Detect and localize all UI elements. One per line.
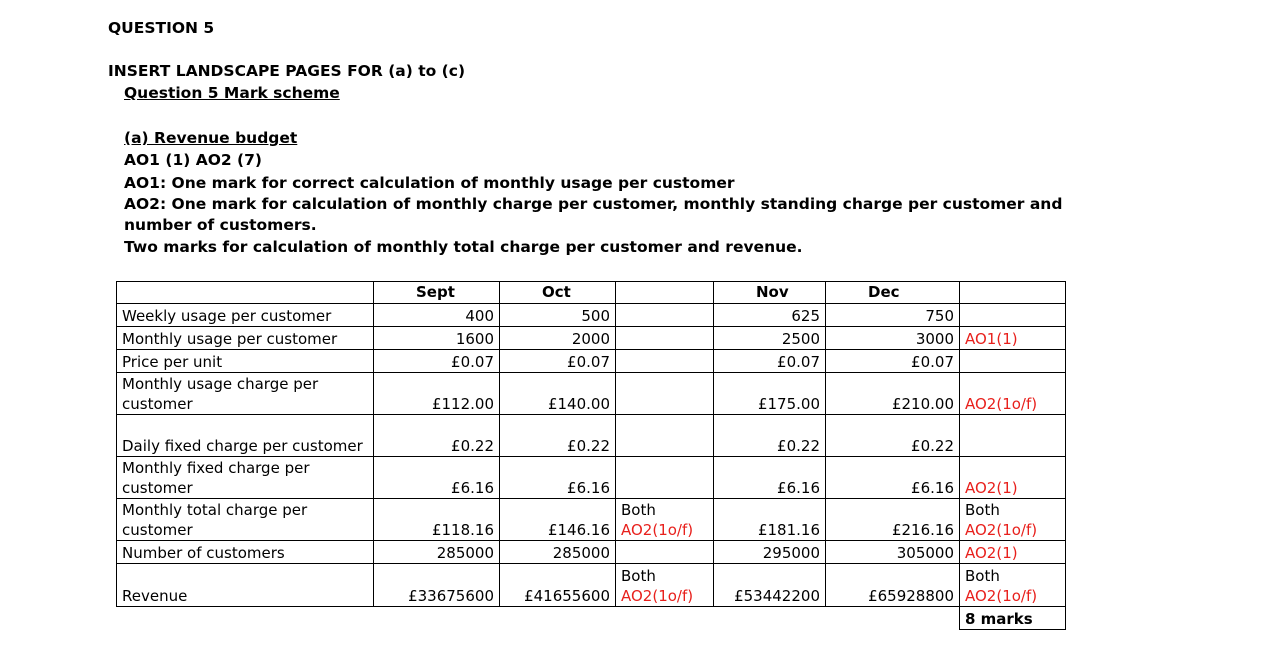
both-label: Both xyxy=(621,567,656,585)
cell-note xyxy=(960,415,1066,457)
cell-sept: 1600 xyxy=(374,327,500,350)
header-oct-note xyxy=(616,282,714,304)
cell-nov: 2500 xyxy=(714,327,826,350)
cell-sept: £0.07 xyxy=(374,350,500,373)
two-marks-criteria: Two marks for calculation of monthly total charge per customer and revenue. xyxy=(124,238,803,256)
cell-note xyxy=(960,499,1066,541)
cell-note: AO2(1) xyxy=(960,457,1066,499)
row-label: Monthly total charge per customer xyxy=(117,499,374,541)
cell-oct: £41655600 xyxy=(500,564,616,607)
cell-note xyxy=(960,350,1066,373)
cell-sept: £112.00 xyxy=(374,373,500,415)
ao2-criteria-line1: AO2: One mark for calculation of monthly charge per customer, monthly standing charge per customer and xyxy=(124,195,1063,213)
cell-note xyxy=(960,564,1066,607)
cell-oct-note xyxy=(616,327,714,350)
both-label: Both xyxy=(965,567,1000,585)
revenue-budget-table xyxy=(116,281,1066,630)
row-label: Daily fixed charge per customer xyxy=(117,415,374,457)
cell-dec: £0.07 xyxy=(826,350,960,373)
cell-sept: 400 xyxy=(374,304,500,327)
cell-dec: £6.16 xyxy=(826,457,960,499)
ao-summary: AO1 (1) AO2 (7) xyxy=(124,151,263,169)
table-row xyxy=(117,327,1066,350)
cell-oct: 500 xyxy=(500,304,616,327)
cell-oct: 285000 xyxy=(500,541,616,564)
header-dec: Dec xyxy=(826,282,960,304)
table-row xyxy=(117,415,1066,457)
cell-sept: £118.16 xyxy=(374,499,500,541)
cell-oct-note xyxy=(616,415,714,457)
row-label: Monthly usage per customer xyxy=(117,327,374,350)
cell-oct: 2000 xyxy=(500,327,616,350)
cell-oct-note xyxy=(616,304,714,327)
cell-note: AO1(1) xyxy=(960,327,1066,350)
table-row xyxy=(117,457,1066,499)
table-row xyxy=(117,304,1066,327)
mark-scheme-title: Question 5 Mark scheme xyxy=(124,84,340,102)
ao1-criteria: AO1: One mark for correct calculation of monthly usage per customer xyxy=(124,174,735,192)
cell-nov: £181.16 xyxy=(714,499,826,541)
header-note xyxy=(960,282,1066,304)
cell-oct: £0.22 xyxy=(500,415,616,457)
cell-note xyxy=(960,304,1066,327)
cell-dec: 305000 xyxy=(826,541,960,564)
cell-nov: £6.16 xyxy=(714,457,826,499)
cell-nov: £0.07 xyxy=(714,350,826,373)
cell-dec: £210.00 xyxy=(826,373,960,415)
table-header-row xyxy=(117,282,1066,304)
cell-sept: £6.16 xyxy=(374,457,500,499)
ao-mark: AO2(1o/f) xyxy=(965,587,1038,605)
row-label: Monthly usage charge per customer xyxy=(117,373,374,415)
row-label: Price per unit xyxy=(117,350,374,373)
row-label: Number of customers xyxy=(117,541,374,564)
header-sept: Sept xyxy=(374,282,500,304)
cell-oct: £146.16 xyxy=(500,499,616,541)
cell-dec: £65928800 xyxy=(826,564,960,607)
ao-mark: AO2(1o/f) xyxy=(621,587,694,605)
header-nov: Nov xyxy=(714,282,826,304)
cell-dec: 750 xyxy=(826,304,960,327)
cell-nov: £0.22 xyxy=(714,415,826,457)
cell-sept: 285000 xyxy=(374,541,500,564)
cell-sept: £0.22 xyxy=(374,415,500,457)
cell-oct: £0.07 xyxy=(500,350,616,373)
cell-note: AO2(1o/f) xyxy=(960,373,1066,415)
both-label: Both xyxy=(621,501,656,519)
question-title: QUESTION 5 xyxy=(108,19,215,37)
row-label: Weekly usage per customer xyxy=(117,304,374,327)
header-oct: Oct xyxy=(500,282,616,304)
ao-mark: AO2(1o/f) xyxy=(621,521,694,539)
total-marks-row xyxy=(117,607,1066,630)
both-label: Both xyxy=(965,501,1000,519)
cell-oct-note xyxy=(616,457,714,499)
cell-oct-note xyxy=(616,373,714,415)
row-label: Monthly fixed charge per customer xyxy=(117,457,374,499)
instruction-text: INSERT LANDSCAPE PAGES FOR (a) to (c) xyxy=(108,62,466,80)
table-row xyxy=(117,564,1066,607)
cell-sept: £33675600 xyxy=(374,564,500,607)
cell-oct: £6.16 xyxy=(500,457,616,499)
cell-dec: £216.16 xyxy=(826,499,960,541)
cell-nov: 295000 xyxy=(714,541,826,564)
table-row xyxy=(117,350,1066,373)
cell-nov: £53442200 xyxy=(714,564,826,607)
ao-mark: AO2(1o/f) xyxy=(965,521,1038,539)
cell-dec: £0.22 xyxy=(826,415,960,457)
cell-note: AO2(1) xyxy=(960,541,1066,564)
cell-dec: 3000 xyxy=(826,327,960,350)
row-label: Revenue xyxy=(117,564,374,607)
ao2-criteria-line2: number of customers. xyxy=(124,216,317,234)
cell-oct-note xyxy=(616,564,714,607)
cell-nov: £175.00 xyxy=(714,373,826,415)
cell-oct-note xyxy=(616,499,714,541)
cell-oct-note xyxy=(616,350,714,373)
total-marks-spacer xyxy=(117,607,960,630)
part-a-heading: (a) Revenue budget xyxy=(124,129,298,147)
cell-nov: 625 xyxy=(714,304,826,327)
cell-oct: £140.00 xyxy=(500,373,616,415)
table-row xyxy=(117,373,1066,415)
table-row xyxy=(117,541,1066,564)
header-blank xyxy=(117,282,374,304)
total-marks: 8 marks xyxy=(960,607,1066,630)
table-row xyxy=(117,499,1066,541)
cell-oct-note xyxy=(616,541,714,564)
